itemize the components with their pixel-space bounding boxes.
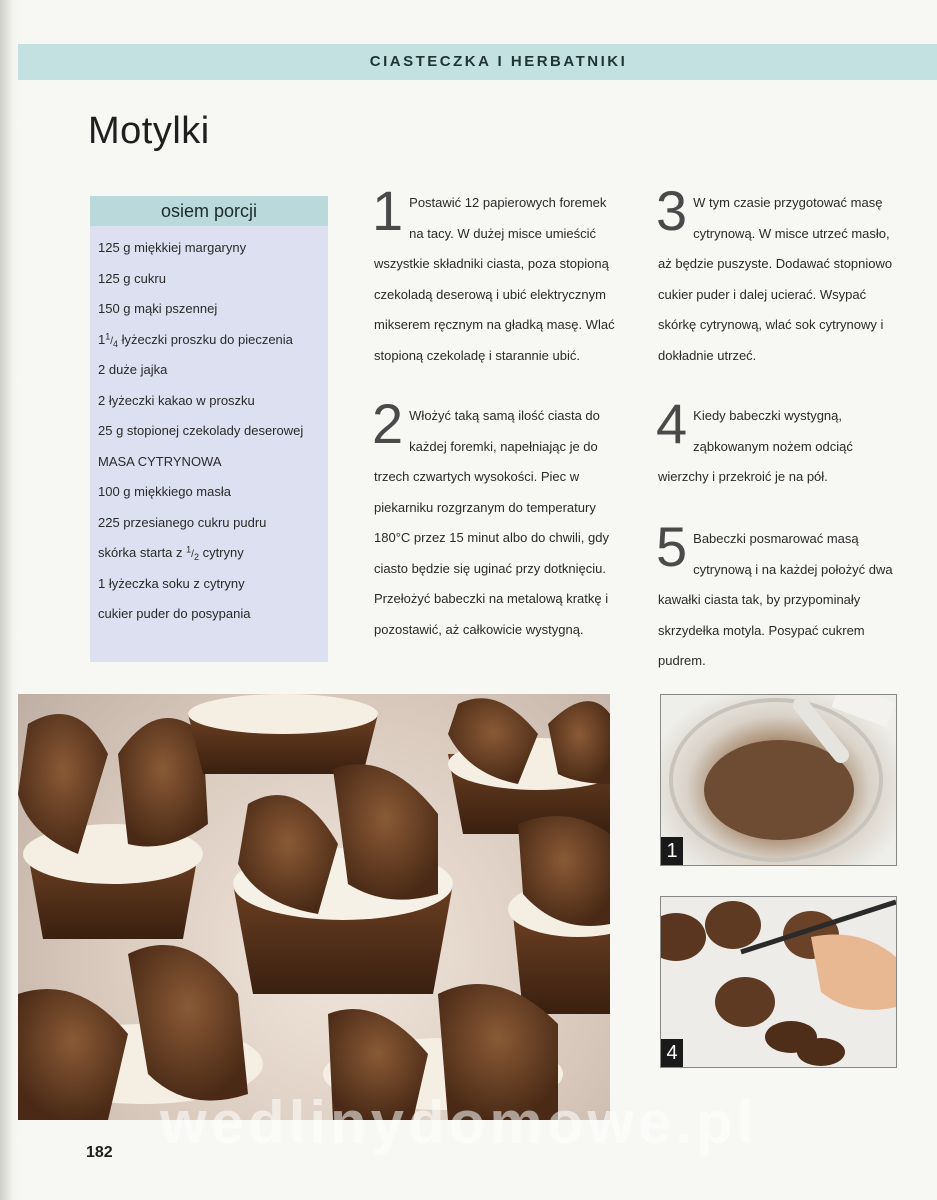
step-text: Babeczki posmarować masą cytrynową i na każdej położyć dwa kawałki ciasta tak, by przypominały skrzydełka motyla. Posypać cukrem pudrem.	[658, 531, 893, 668]
ingredient-item: 2 łyżeczki kakao w proszku	[98, 392, 255, 408]
ingredient-item: 2 duże jajka	[98, 362, 168, 377]
cupcake	[233, 764, 453, 994]
step-number: 4	[656, 392, 688, 455]
recipe-step-5	[656, 515, 896, 677]
servings-label: osiem porcji	[160, 201, 258, 221]
step-number: 2	[372, 392, 404, 455]
ingredient-item: 225 przesianego cukru pudru	[98, 514, 267, 530]
step-number: 1	[372, 179, 404, 242]
cupcake	[448, 698, 610, 834]
watermark: wedlinydomowe.pl	[160, 1089, 758, 1156]
recipe-title: Motylki	[88, 110, 210, 152]
recipe-step-3	[656, 179, 896, 371]
step-text: Postawić 12 papierowych foremek na tacy. W dużej misce umieścić wszystkie składniki ciasta, poza stopioną czekoladą deserową i ubić elektrycznym mikserem ręcznym na gładką masę. Wlać stopioną czekoladę i starannie ubić.	[374, 195, 615, 363]
page-binding-shadow	[0, 0, 18, 1200]
servings-band	[90, 196, 328, 226]
butterfly-cakes-photo	[18, 694, 610, 1120]
step-text: W tym czasie przygotować masę cytrynową. W misce utrzeć masło, aż będzie puszyste. Dodawać stopniowo cukier puder i dalej ucierać. Wsypać skórkę cytrynową, wlać sok cytrynowy i dokładnie utrzeć.	[658, 195, 893, 363]
cutting-cupcakes-illustration	[661, 897, 896, 1067]
cupcake	[508, 816, 610, 1014]
recipe-step-2	[372, 392, 622, 645]
ingredient-item: 125 g cukru	[98, 270, 166, 286]
step-photo-badge: 1	[661, 837, 683, 865]
ingredient-item-fraction: skórka starta z $^1/_2$ cytryny	[98, 544, 244, 562]
butterfly-cakes-illustration	[18, 694, 610, 1120]
ingredients-panel	[90, 196, 328, 662]
ingredient-list	[98, 240, 303, 637]
step-number: 5	[656, 515, 688, 578]
ingredient-item-fraction: $1^1/_4$ łyżeczki proszku do pieczenia	[98, 331, 293, 349]
section-title: CIASTECZKA I HERBATNIKI	[369, 53, 628, 70]
step-text: Włożyć taką samą ilość ciasta do każdej foremki, napełniając je do trzech czwartych wysokości. Piec w piekarniku rozgrzanym do temperatury 180°C przez 15 minut albo do chwili, gdy ciasto będzie się uginać przy dotknięciu. Przełożyć babeczki na metalową kratkę i pozostawić, aż całkowicie wystygną.	[374, 408, 609, 637]
ingredient-item: cukier puder do posypania	[98, 606, 251, 621]
cupcake	[18, 714, 208, 939]
cupcake	[188, 694, 378, 774]
ingredient-item: 1 łyżeczka soku z cytryny	[98, 575, 245, 591]
step-photo-badge: 4	[661, 1039, 683, 1067]
mixing-bowl-illustration	[661, 695, 896, 865]
recipe-step-4	[656, 392, 896, 493]
ingredient-item: 125 g miękkiej margaryny	[98, 240, 247, 255]
ingredient-subheading: MASA CYTRYNOWA	[98, 453, 222, 469]
page-number: 182	[86, 1144, 113, 1161]
ingredient-item: 150 g mąki pszennej	[98, 301, 218, 316]
ingredient-item: 25 g stopionej czekolady deserowej	[98, 423, 304, 438]
recipe-step-1	[372, 179, 622, 371]
step-photo-mixing	[660, 694, 897, 866]
step-number: 3	[656, 179, 688, 242]
step-photo-cutting	[660, 896, 897, 1068]
step-text: Kiedy babeczki wystygną, ząbkowanym nożem odciąć wierzchy i przekroić je na pół.	[658, 408, 853, 484]
ingredient-item: 100 g miękkiego masła	[98, 484, 231, 499]
